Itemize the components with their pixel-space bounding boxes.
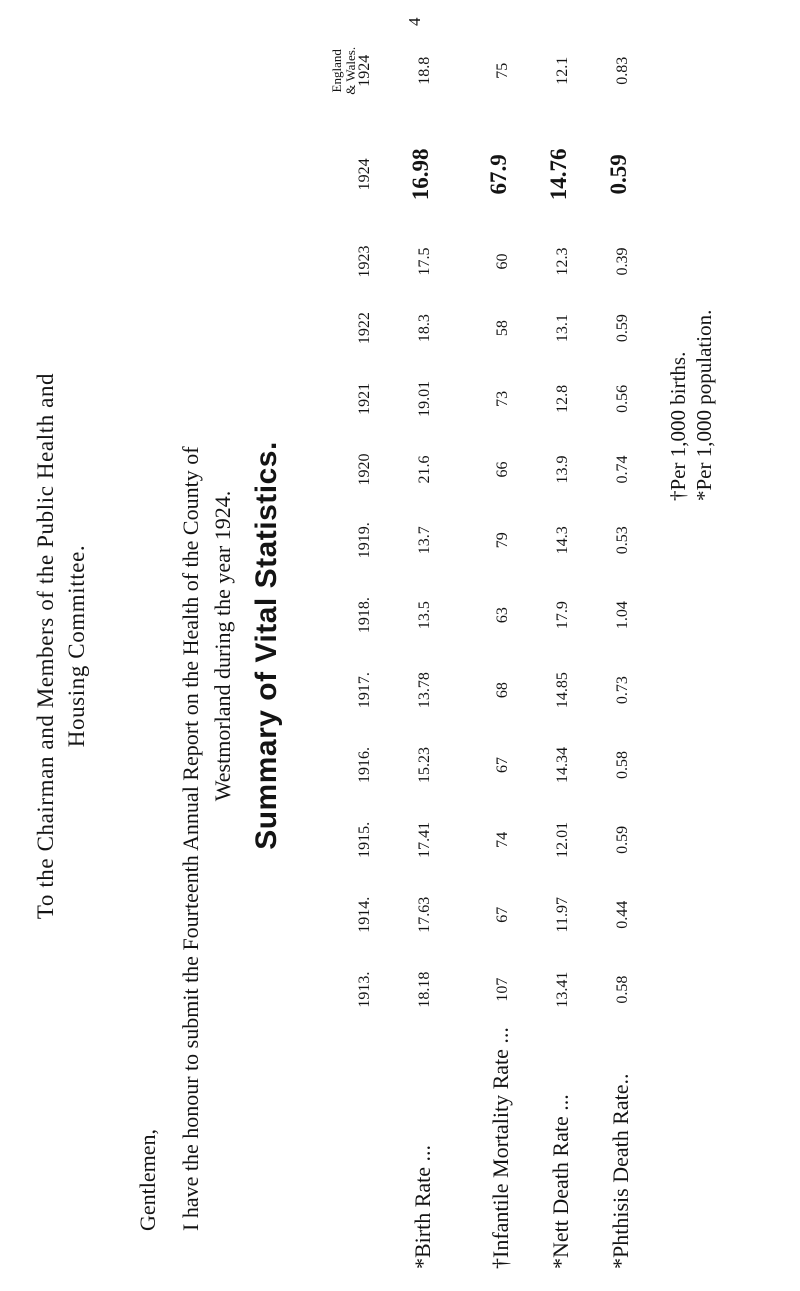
table-cell: 17.9 (554, 601, 572, 630)
intro-paragraph (175, 61, 239, 1231)
year-header: 1922 (356, 312, 374, 345)
table-cell: 13.41 (554, 971, 572, 1008)
row-label: †Infantile Mortality Rate ... (487, 1027, 513, 1269)
year-header: 1914. (356, 896, 374, 933)
england-header-line: England (329, 49, 344, 93)
table-cell: 13.9 (554, 455, 572, 484)
table-cell: 18.3 (416, 314, 434, 343)
wales-header-line: & Wales. (342, 46, 358, 95)
year-header: 1923 (356, 245, 374, 278)
table-cell: 63 (494, 607, 512, 624)
table-cell-current-year: 14.76 (546, 148, 572, 201)
table-cell: 11.97 (554, 897, 572, 933)
table-cell: 13.1 (554, 314, 572, 343)
page-number: 4 (405, 17, 424, 26)
england-year-line: 1924 (356, 54, 374, 87)
table-cell: 0.58 (614, 975, 632, 1004)
footnote-births: †Per 1,000 births. (666, 351, 690, 501)
infantile-mortality-row (434, 21, 512, 1271)
label-column-header (330, 1027, 374, 1271)
report-heading (30, 61, 92, 1231)
table-cell: 13.5 (416, 601, 434, 630)
vital-statistics-table (330, 21, 632, 1271)
table-cell-current-year: 0.59 (606, 154, 632, 195)
year-header: 1913. (356, 971, 374, 1008)
table-cell: 73 (494, 390, 512, 407)
year-header: 1919. (356, 522, 374, 559)
row-label: *Phthisis Death Rate.. (607, 1073, 633, 1269)
year-header: 1924 (356, 158, 374, 191)
table-cell: 13.7 (416, 526, 434, 555)
table-cell: 18.18 (416, 971, 434, 1008)
row-label: *Nett Death Rate ... (547, 1094, 573, 1269)
table-cell: 0.44 (614, 900, 632, 929)
england-wales-header (330, 21, 374, 121)
table-cell-england: 0.83 (614, 56, 632, 85)
table-cell: 12.8 (554, 384, 572, 413)
year-header: 1916. (356, 746, 374, 783)
table-cell: 67 (494, 756, 512, 773)
table-cell: 17.5 (416, 247, 434, 276)
table-cell-current-year: 67.9 (486, 154, 512, 195)
table-cell: 0.59 (614, 825, 632, 854)
year-header: 1918. (356, 597, 374, 634)
table-cell: 0.39 (614, 247, 632, 276)
table-cell: 74 (494, 831, 512, 848)
table-cell: 79 (494, 532, 512, 549)
table-cell: 21.6 (416, 455, 434, 484)
phthisis-death-rate-row (572, 21, 632, 1271)
year-header: 1921 (356, 382, 374, 415)
table-cell: 12.01 (554, 821, 572, 858)
table-cell: 0.74 (614, 455, 632, 484)
table-cell: 14.85 (554, 672, 572, 709)
footnote-population: *Per 1,000 population. (692, 309, 717, 501)
table-cell: 17.63 (416, 896, 434, 933)
table-cell: 17.41 (416, 821, 434, 858)
table-cell: 58 (494, 320, 512, 337)
intro-line-1: I have the honour to submit the Fourteenth Annual Report on the Health of the County of (178, 446, 203, 1231)
footnotes (665, 310, 718, 501)
year-header: 1915. (356, 821, 374, 858)
table-cell-england: 75 (494, 62, 512, 79)
birth-rate-row (374, 21, 434, 1271)
table-cell: 12.3 (554, 247, 572, 276)
row-label: *Birth Rate ... (409, 1144, 435, 1269)
intro-line-2: Westmorland during the year 1924. (209, 490, 235, 802)
table-cell: 0.59 (614, 314, 632, 343)
table-cell: 19.01 (416, 380, 434, 417)
year-header: 1917. (356, 672, 374, 709)
nett-death-rate-row (512, 21, 572, 1271)
year-header-row (330, 21, 374, 1271)
table-cell: 60 (494, 253, 512, 270)
year-header: 1920 (356, 453, 374, 486)
table-cell: 14.3 (554, 526, 572, 555)
table-cell: 13.78 (416, 672, 434, 709)
salutation: Gentlemen, (135, 1128, 160, 1231)
table-cell: 0.53 (614, 526, 632, 555)
heading-line-2: Housing Committee. (64, 544, 90, 748)
table-cell: 66 (494, 461, 512, 478)
table-cell: 107 (494, 977, 512, 1002)
table-cell: 1.04 (614, 601, 632, 630)
table-cell-england: 12.1 (554, 56, 572, 85)
table-cell: 67 (494, 906, 512, 923)
table-cell: 68 (494, 682, 512, 699)
heading-line-1: To the Chairman and Members of the Public Health and (33, 372, 58, 920)
table-cell: 0.58 (614, 750, 632, 779)
table-cell: 0.73 (614, 676, 632, 705)
table-cell: 14.34 (554, 746, 572, 783)
table-cell: 15.23 (416, 746, 434, 783)
summary-title: Summary of Vital Statistics. (250, 441, 283, 850)
table-cell-current-year: 16.98 (408, 148, 434, 201)
table-cell: 0.56 (614, 384, 632, 413)
table-cell-england: 18.8 (416, 56, 434, 85)
